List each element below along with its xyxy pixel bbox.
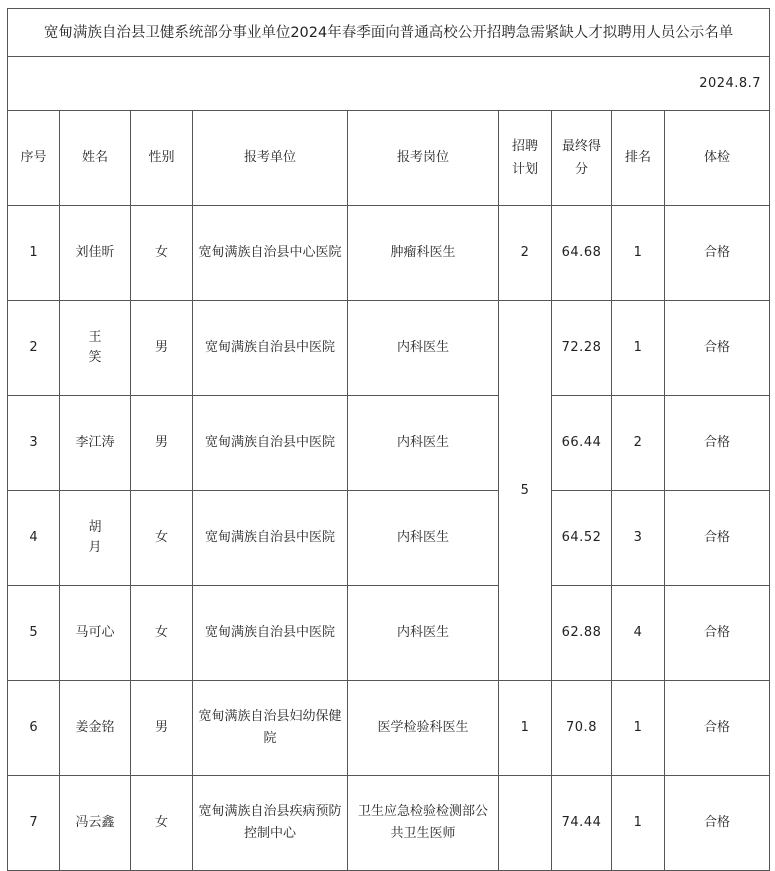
cell-plan: 1: [499, 681, 552, 776]
header-gender: 性别: [131, 111, 193, 206]
cell-score: 64.68: [552, 206, 612, 301]
header-plan: 招聘计划: [499, 111, 552, 206]
cell-name: 冯云鑫: [60, 776, 131, 871]
cell-gender: 男: [131, 681, 193, 776]
cell-unit: 宽甸满族自治县中医院: [193, 301, 348, 396]
cell-seq: 3: [8, 396, 60, 491]
cell-exam: 合格: [665, 206, 770, 301]
cell-exam: 合格: [665, 681, 770, 776]
table-row: [8, 681, 770, 776]
cell-position: 卫生应急检验检测部公共卫生医师: [348, 776, 499, 871]
cell-unit: 宽甸满族自治县中心医院: [193, 206, 348, 301]
cell-gender: 女: [131, 206, 193, 301]
cell-score: 66.44: [552, 396, 612, 491]
header-score: 最终得分: [552, 111, 612, 206]
cell-exam: 合格: [665, 776, 770, 871]
cell-seq: 7: [8, 776, 60, 871]
cell-position: 内科医生: [348, 301, 499, 396]
cell-name: 李江涛: [60, 396, 131, 491]
cell-seq: 4: [8, 491, 60, 586]
table-row: [8, 491, 770, 586]
cell-seq: 1: [8, 206, 60, 301]
cell-exam: 合格: [665, 396, 770, 491]
cell-plan: [499, 776, 552, 871]
page-title: 宽甸满族自治县卫健系统部分事业单位2024年春季面向普通高校公开招聘急需紧缺人才拟聘用人员公示名单: [8, 9, 770, 57]
cell-seq: 5: [8, 586, 60, 681]
cell-unit: 宽甸满族自治县中医院: [193, 396, 348, 491]
cell-name: 胡月: [60, 491, 131, 586]
cell-gender: 女: [131, 776, 193, 871]
header-seq: 序号: [8, 111, 60, 206]
cell-gender: 男: [131, 301, 193, 396]
cell-score: 74.44: [552, 776, 612, 871]
header-unit: 报考单位: [193, 111, 348, 206]
cell-name: 刘佳昕: [60, 206, 131, 301]
cell-name: 王笑: [60, 301, 131, 396]
table-row: [8, 776, 770, 871]
cell-rank: 1: [612, 776, 665, 871]
candidate-table: [7, 8, 770, 871]
cell-score: 72.28: [552, 301, 612, 396]
table-header-row: [8, 111, 770, 206]
publish-date: 2024.8.7: [8, 57, 770, 111]
cell-gender: 女: [131, 586, 193, 681]
cell-unit: 宽甸满族自治县中医院: [193, 586, 348, 681]
header-position: 报考岗位: [348, 111, 499, 206]
cell-rank: 4: [612, 586, 665, 681]
cell-seq: 6: [8, 681, 60, 776]
header-name: 姓名: [60, 111, 131, 206]
header-rank: 排名: [612, 111, 665, 206]
table-row: [8, 396, 770, 491]
table-row: [8, 301, 770, 396]
cell-position: 肿瘤科医生: [348, 206, 499, 301]
table-row: [8, 206, 770, 301]
cell-rank: 2: [612, 396, 665, 491]
cell-exam: 合格: [665, 586, 770, 681]
cell-unit: 宽甸满族自治县疾病预防控制中心: [193, 776, 348, 871]
cell-rank: 1: [612, 206, 665, 301]
cell-rank: 1: [612, 301, 665, 396]
cell-gender: 女: [131, 491, 193, 586]
cell-name: 马可心: [60, 586, 131, 681]
cell-rank: 1: [612, 681, 665, 776]
cell-exam: 合格: [665, 301, 770, 396]
cell-score: 62.88: [552, 586, 612, 681]
cell-rank: 3: [612, 491, 665, 586]
header-exam: 体检: [665, 111, 770, 206]
cell-position: 内科医生: [348, 586, 499, 681]
cell-plan: 2: [499, 206, 552, 301]
cell-unit: 宽甸满族自治县中医院: [193, 491, 348, 586]
cell-seq: 2: [8, 301, 60, 396]
cell-name: 姜金铭: [60, 681, 131, 776]
cell-score: 70.8: [552, 681, 612, 776]
cell-score: 64.52: [552, 491, 612, 586]
cell-plan-merged: 5: [499, 301, 552, 681]
cell-position: 内科医生: [348, 491, 499, 586]
cell-unit: 宽甸满族自治县妇幼保健院: [193, 681, 348, 776]
cell-gender: 男: [131, 396, 193, 491]
cell-exam: 合格: [665, 491, 770, 586]
cell-position: 医学检验科医生: [348, 681, 499, 776]
table-row: [8, 586, 770, 681]
cell-position: 内科医生: [348, 396, 499, 491]
